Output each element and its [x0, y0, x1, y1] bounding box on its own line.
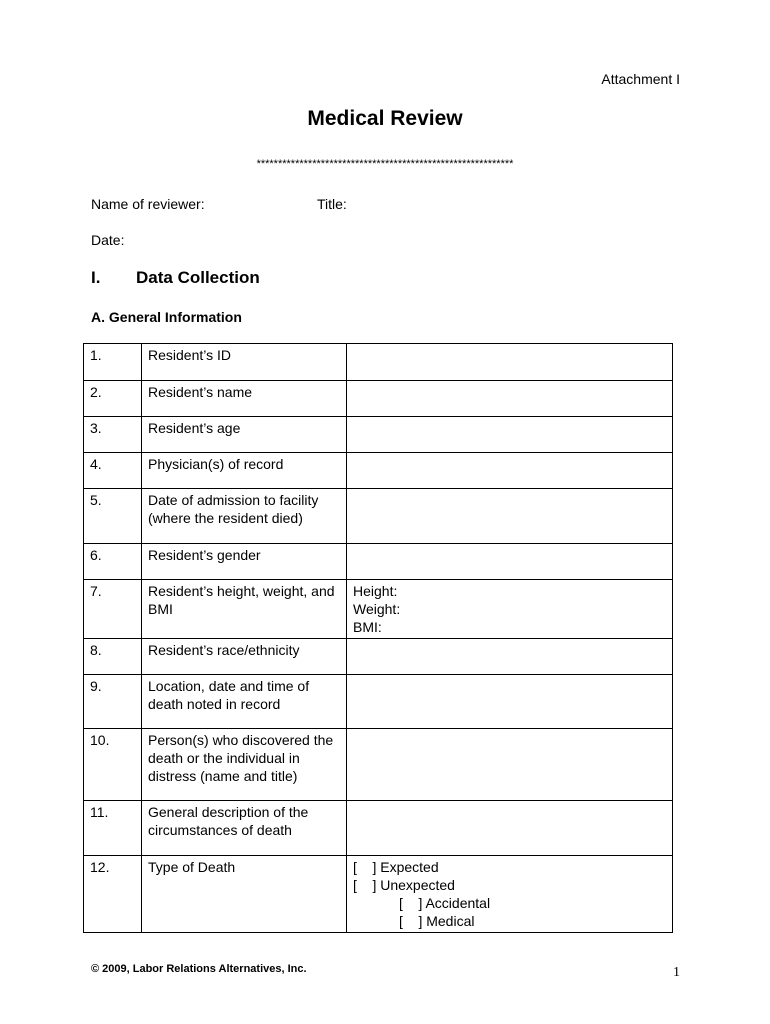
row-value-cell[interactable] — [347, 417, 673, 453]
table-row — [84, 344, 673, 381]
row-value-cell[interactable] — [347, 729, 673, 801]
star-divider: ************************************************************ — [256, 158, 514, 170]
table-row — [84, 729, 673, 801]
row-label: Resident’s race/ethnicity — [142, 639, 347, 675]
general-information-table — [83, 343, 673, 933]
section-title: Data Collection — [136, 268, 260, 287]
row-number: 10. — [84, 729, 142, 801]
reviewer-title-label: Title: — [317, 196, 347, 212]
unexpected-checkbox[interactable]: [ ] Unexpected — [353, 877, 455, 893]
section-number: I. — [91, 268, 101, 287]
table-row — [84, 675, 673, 729]
row-value-cell[interactable] — [347, 453, 673, 489]
row-label: Location, date and time of death noted in record — [142, 675, 347, 729]
row-label: Physician(s) of record — [142, 453, 347, 489]
row-value-cell[interactable] — [347, 344, 673, 381]
row-label: Resident’s gender — [142, 544, 347, 580]
date-label: Date: — [91, 232, 125, 248]
table-row — [84, 580, 673, 639]
row-number: 1. — [84, 344, 142, 381]
attachment-label: Attachment I — [601, 71, 680, 87]
table-row — [84, 417, 673, 453]
row-label: General description of the circumstances of death — [142, 801, 347, 856]
row-number: 4. — [84, 453, 142, 489]
row-number: 5. — [84, 489, 142, 544]
table-row — [84, 856, 673, 933]
row-label: Resident’s name — [142, 381, 347, 417]
row-label: Resident’s ID — [142, 344, 347, 381]
row-label: Date of admission to facility (where the resident died) — [142, 489, 347, 544]
page-number: 1 — [673, 965, 680, 980]
table-row — [84, 381, 673, 417]
subsection-title: A. General Information — [91, 309, 242, 325]
bmi-field-label: BMI: — [353, 619, 382, 635]
page-title: Medical Review — [307, 107, 463, 130]
medical-checkbox[interactable]: [ ] Medical — [399, 913, 475, 929]
row-value-cell[interactable] — [347, 580, 673, 639]
row-label: Resident’s age — [142, 417, 347, 453]
accidental-checkbox[interactable]: [ ] Accidental — [399, 895, 491, 911]
row-number: 3. — [84, 417, 142, 453]
row-label: Resident’s height, weight, and BMI — [142, 580, 347, 639]
row-label: Person(s) who discovered the death or the individual in distress (name and title) — [142, 729, 347, 801]
row-number: 7. — [84, 580, 142, 639]
row-number: 9. — [84, 675, 142, 729]
row-value-cell[interactable] — [347, 639, 673, 675]
table-row — [84, 801, 673, 856]
row-number: 2. — [84, 381, 142, 417]
reviewer-name-label: Name of reviewer: — [91, 196, 205, 212]
row-value-cell[interactable] — [347, 489, 673, 544]
row-value-cell — [347, 856, 673, 933]
height-field-label: Height: — [353, 583, 398, 599]
row-number: 6. — [84, 544, 142, 580]
table-row — [84, 544, 673, 580]
weight-field-label: Weight: — [353, 601, 401, 617]
row-label: Type of Death — [142, 856, 347, 933]
row-number: 12. — [84, 856, 142, 933]
row-value-cell[interactable] — [347, 381, 673, 417]
row-value-cell[interactable] — [347, 544, 673, 580]
row-number: 8. — [84, 639, 142, 675]
table-row — [84, 489, 673, 544]
table-row — [84, 453, 673, 489]
row-number: 11. — [84, 801, 142, 856]
row-value-cell[interactable] — [347, 801, 673, 856]
copyright-footer: © 2009, Labor Relations Alternatives, Inc. — [91, 963, 307, 975]
expected-checkbox[interactable]: [ ] Expected — [353, 859, 439, 875]
row-value-cell[interactable] — [347, 675, 673, 729]
table-row — [84, 639, 673, 675]
